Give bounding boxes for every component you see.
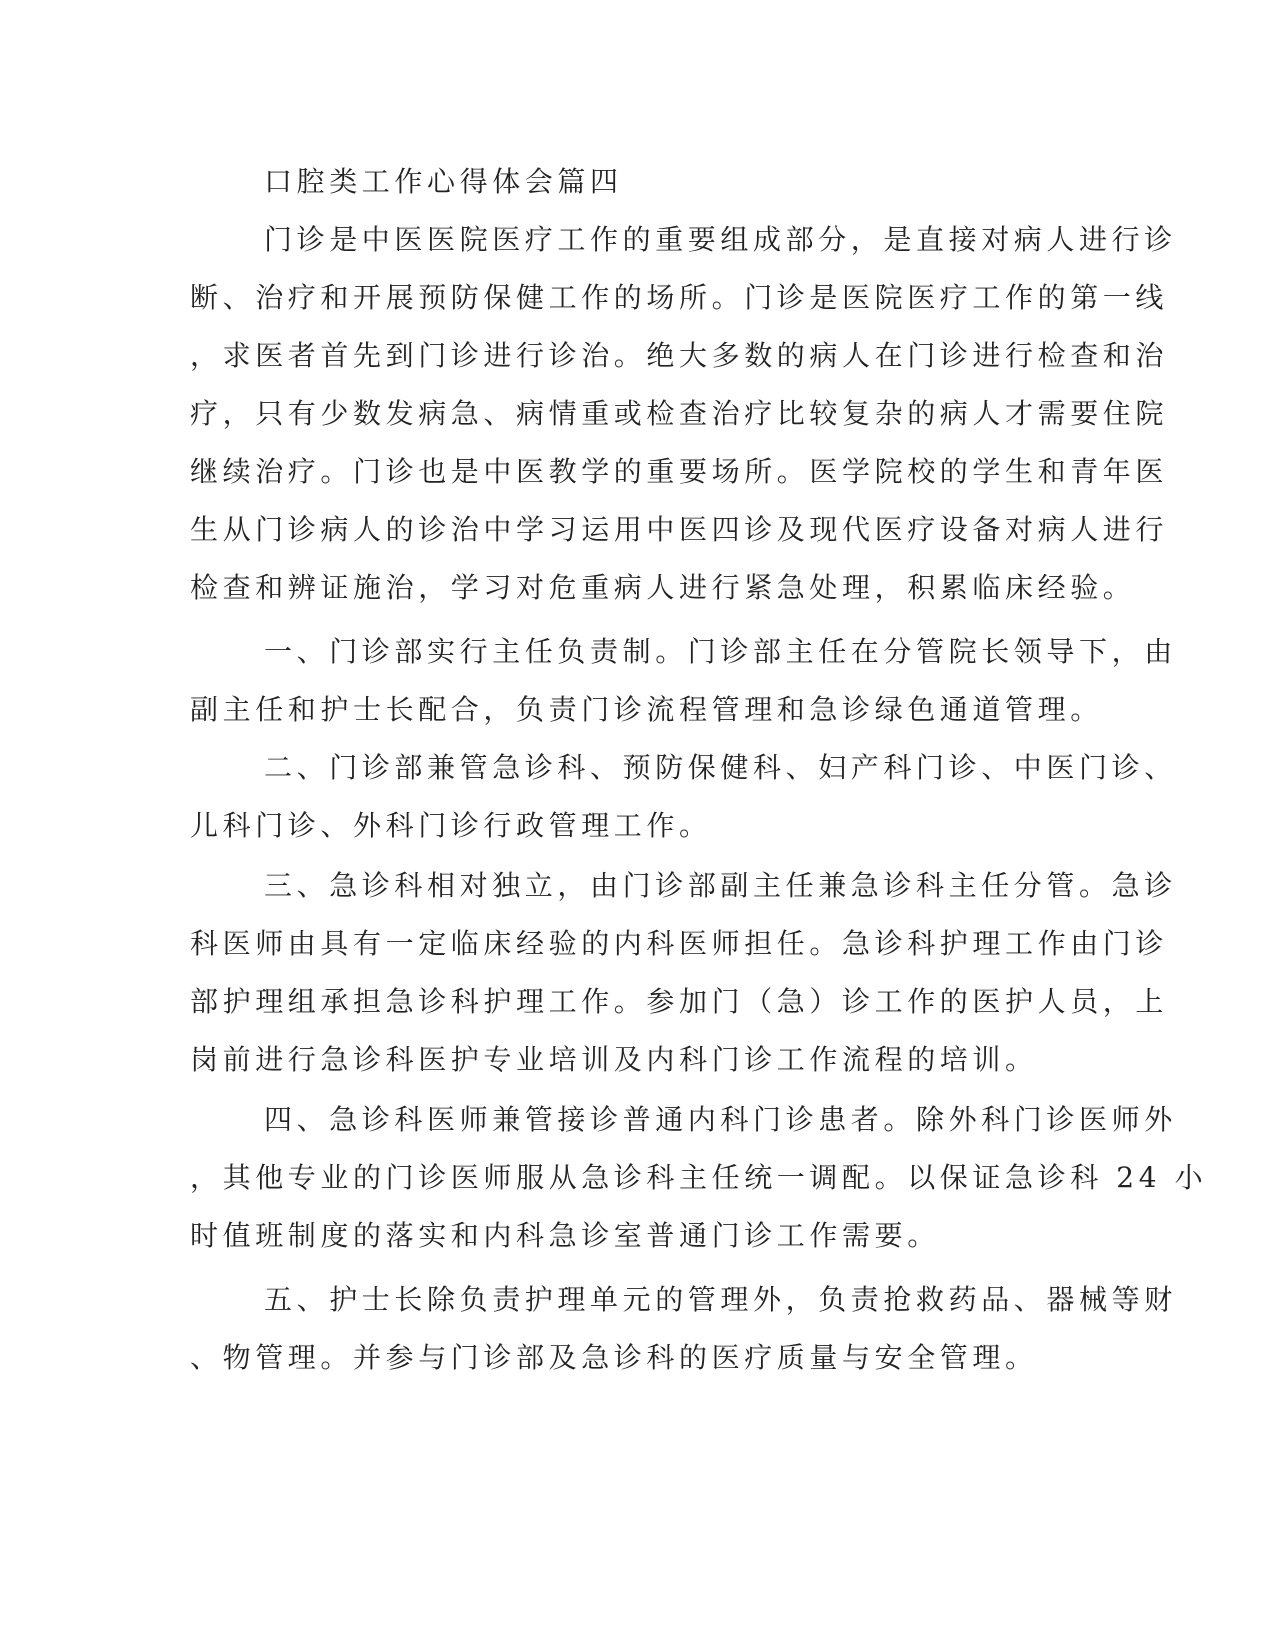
paragraph-line: 副主任和护士长配合，负责门诊流程管理和急诊绿色通道管理。 xyxy=(190,693,1103,726)
paragraph-line: 儿科门诊、外科门诊行政管理工作。 xyxy=(190,809,712,842)
paragraph-line: 继续治疗。门诊也是中医教学的重要场所。医学院校的学生和青年医 xyxy=(190,455,1169,488)
paragraph-line: 岗前进行急诊科医护专业培训及内科门诊工作流程的培训。 xyxy=(190,1043,1038,1076)
paragraph-line: 疗，只有少数发病急、病情重或检查治疗比较复杂的病人才需要住院 xyxy=(190,397,1169,430)
paragraph-line: 科医师由具有一定临床经验的内科医师担任。急诊科护理工作由门诊 xyxy=(190,927,1169,960)
paragraph-line: 三、急诊科相对独立，由门诊部副主任兼急诊科主任分管。急诊 xyxy=(264,869,1177,902)
paragraph-line: 四、急诊科医师兼管接诊普通内科门诊患者。除外科门诊医师外 xyxy=(264,1103,1177,1136)
paragraph-line: ，其他专业的门诊医师服从急诊科主任统一调配。以保证急诊科 24 小 xyxy=(190,1161,1208,1194)
paragraph-line: 时值班制度的落实和内科急诊室普通门诊工作需要。 xyxy=(190,1219,940,1252)
document-title: 口腔类工作心得体会篇四 xyxy=(264,165,623,198)
paragraph-line: 、物管理。并参与门诊部及急诊科的医疗质量与安全管理。 xyxy=(190,1341,1038,1374)
paragraph-line: 一、门诊部实行主任负责制。门诊部主任在分管院长领导下，由 xyxy=(264,635,1177,668)
paragraph-line: 五、护士长除负责护理单元的管理外，负责抢救药品、器械等财 xyxy=(264,1283,1177,1316)
paragraph-line: 二、门诊部兼管急诊科、预防保健科、妇产科门诊、中医门诊、 xyxy=(264,751,1177,784)
paragraph-line: 断、治疗和开展预防保健工作的场所。门诊是医院医疗工作的第一线 xyxy=(190,281,1169,314)
paragraph-line: 生从门诊病人的诊治中学习运用中医四诊及现代医疗设备对病人进行 xyxy=(190,513,1169,546)
paragraph-line: 门诊是中医医院医疗工作的重要组成部分，是直接对病人进行诊 xyxy=(264,223,1177,256)
paragraph-line: 部护理组承担急诊科护理工作。参加门（急）诊工作的医护人员，上 xyxy=(190,985,1169,1018)
paragraph-line: ，求医者首先到门诊进行诊治。绝大多数的病人在门诊进行检查和治 xyxy=(190,339,1169,372)
paragraph-line: 检查和辨证施治，学习对危重病人进行紧急处理，积累临床经验。 xyxy=(190,571,1136,604)
